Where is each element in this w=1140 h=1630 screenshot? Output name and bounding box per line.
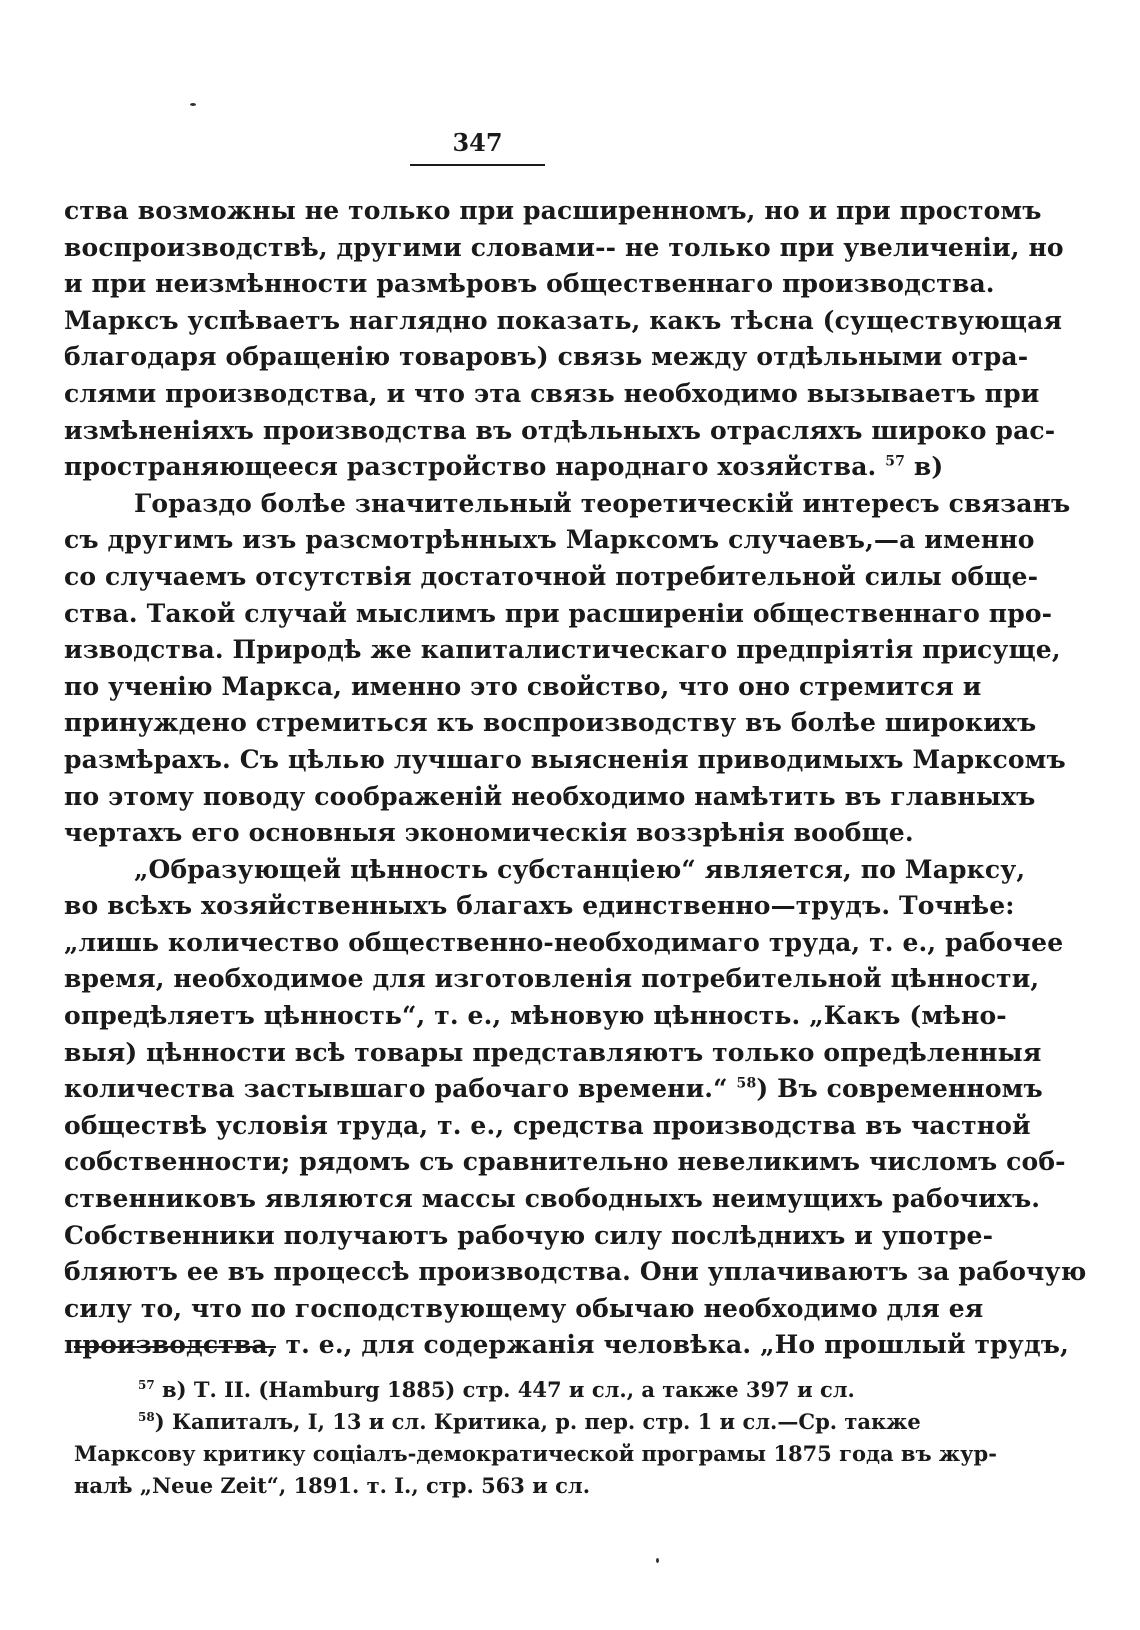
text-line: со случаемъ отсутствія достаточной потребительной силы обще- bbox=[64, 561, 1039, 591]
print-speck bbox=[190, 103, 196, 106]
text-line: Марксъ успѣваетъ наглядно показать, какъ тѣсна (существующая bbox=[64, 305, 1063, 335]
footnote-58-cont: налѣ „Neue Zeit“, 1891. т. I., стр. 563 и сл. bbox=[74, 1473, 591, 1498]
text-line: ственниковъ являются массы свободныхъ неимущихъ рабочихъ. bbox=[64, 1184, 1041, 1214]
footnote-58-cont: Марксову критику соціалъ-демократической програмы 1875 года въ жур- bbox=[74, 1441, 997, 1466]
text-line: пространяющееся разстройство народнаго хозяйства. $^{57}$ в) bbox=[64, 452, 944, 482]
text-line: время, необходимое для изготовленія потребительной цѣнности, bbox=[64, 964, 1040, 994]
text-line: и при неизмѣнности размѣровъ общественнаго производства. bbox=[64, 269, 995, 299]
body-text bbox=[64, 193, 1087, 1364]
footnote-marker: 58 bbox=[138, 1410, 155, 1424]
text-line: ства. Такой случай мыслимъ при расширеніи общественнаго про- bbox=[64, 598, 1053, 628]
text-line: обществѣ условія труда, т. е., средства производства въ частной bbox=[64, 1110, 1031, 1140]
text-line: Собственники получаютъ рабочую силу послѣднихъ и употре- bbox=[64, 1220, 994, 1250]
text-line: бляютъ ее въ процессѣ производства. Они уплачиваютъ за рабочую bbox=[64, 1257, 1087, 1287]
text-line: выя) цѣнности всѣ товары представляютъ только опредѣленныя bbox=[64, 1037, 1042, 1067]
footnote-57: $^{57}$ в) Т. II. (Hamburg 1885) стр. 447 и сл., а также 397 и сл. bbox=[138, 1377, 855, 1402]
text-line: принуждено стремиться къ воспроизводству въ болѣе широкихъ bbox=[64, 708, 1037, 738]
text-line: силу то, что по господствующему обычаю необходимо для ея bbox=[64, 1293, 984, 1323]
text-line: ства возможны не только при расширенномъ, но и при простомъ bbox=[64, 196, 1042, 225]
text-line: измѣненіяхъ производства въ отдѣльныхъ отрасляхъ широко рас- bbox=[64, 415, 1056, 445]
print-speck bbox=[656, 1558, 659, 1563]
text-line: во всѣхъ хозяйственныхъ благахъ единственно—трудъ. Точнѣе: bbox=[64, 891, 1015, 921]
text-line: собственности; рядомъ съ сравнительно невеликимъ числомъ соб- bbox=[64, 1147, 1066, 1177]
footnote-rule bbox=[74, 1346, 276, 1348]
text-line: размѣрахъ. Съ цѣлью лучшаго выясненія приводимыхъ Марксомъ bbox=[64, 744, 1066, 774]
text-line: по этому поводу соображеній необходимо намѣтить въ главныхъ bbox=[64, 781, 1036, 811]
text-line: Гораздо болѣе значительный теоретическій интересъ связанъ bbox=[134, 488, 1071, 518]
footnotes bbox=[74, 1374, 997, 1502]
text-line: благодаря обращенію товаровъ) связь между отдѣльными отра- bbox=[64, 342, 1029, 372]
text-line: количества застывшаго рабочаго времени.“ $^{58}$) Въ современномъ bbox=[64, 1074, 1043, 1104]
text-line: производства, т. е., для содержанія человѣка. „Но прошлый трудъ, bbox=[64, 1330, 1069, 1360]
page-number-rule bbox=[410, 164, 545, 166]
text-line: слями производства, и что эта связь необходимо вызываетъ при bbox=[64, 378, 1040, 408]
text-line: съ другимъ изъ разсмотрѣнныхъ Марксомъ случаевъ,—а именно bbox=[64, 525, 1035, 555]
text-line: чертахъ его основныя экономическія воззрѣнія вообще. bbox=[64, 818, 914, 848]
footnote-ref-57: 57 bbox=[885, 453, 906, 470]
footnote-58: $^{58}$) Капиталъ, I, 13 и сл. Критика, р. пер. стр. 1 и сл.—Ср. также bbox=[138, 1409, 921, 1434]
text-line: „Образующей цѣнность субстанціею“ является, по Марксу, bbox=[134, 854, 1026, 884]
text-line: по ученію Маркса, именно это свойство, что оно стремится и bbox=[64, 671, 982, 701]
text-line: изводства. Природѣ же капиталистическаго предпріятія присуще, bbox=[64, 635, 1061, 665]
footnote-marker: 57 bbox=[138, 1378, 155, 1392]
text-line: „лишь количество общественно-необходимаго труда, т. е., рабочее bbox=[64, 927, 1064, 957]
footnote-ref-58: 58 bbox=[736, 1075, 757, 1092]
text-line: воспроизводствѣ, другими словами-- не только при увеличеніи, но bbox=[64, 232, 1064, 262]
page-number: 347 bbox=[452, 128, 503, 157]
text-line: опредѣляетъ цѣнность“, т. е., мѣновую цѣнность. „Какъ (мѣно- bbox=[64, 1001, 1007, 1031]
